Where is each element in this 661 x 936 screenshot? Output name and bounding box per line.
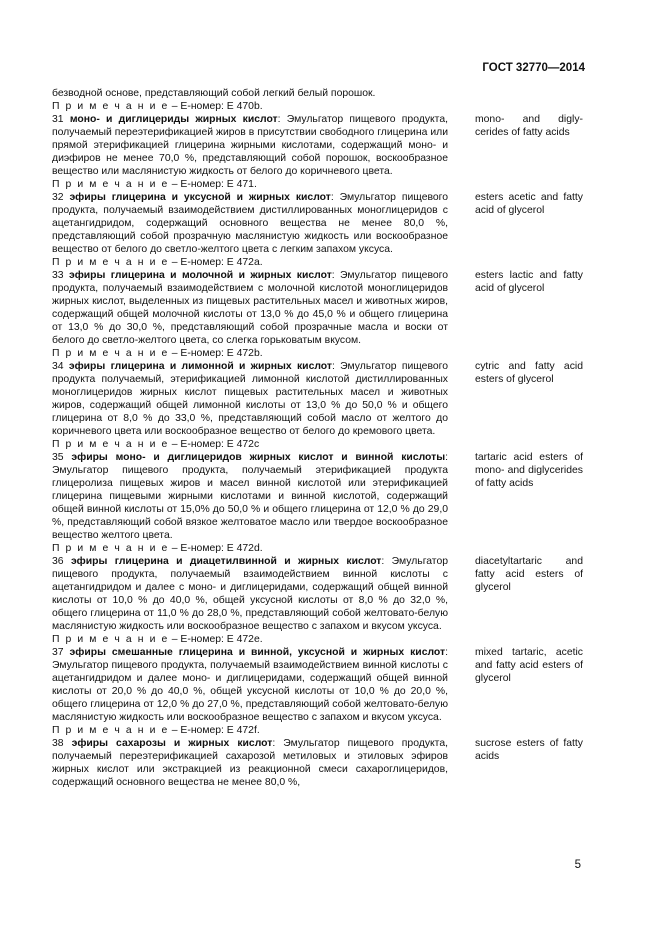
term-paragraph xyxy=(52,451,448,542)
term-paragraph xyxy=(52,737,448,789)
note-value: – Е-номер: Е 472с xyxy=(168,439,260,450)
note-value: – Е-номер: Е 472b. xyxy=(168,348,263,359)
term-paragraph xyxy=(52,113,448,178)
term-description: : Эмульгатор пищевого продукта, получаемый взаимодействием винной кислоты с ацетангидридом и далее моно- и диглицеридами, содержащий общей винной кислоты от 20,0 % до 40,0 %, общей уксусной кислоты от 10,0 % до 20,0 %, общего глицерина от 12,0 % до 27,0 %, представляющий собой желтовато-белую маслянистую жидкость или воскообразное вещество с запахом и вкусом уксуса. xyxy=(52,647,449,723)
term-title: эфиры глицерина и диацетилвинной и жирных кислот xyxy=(70,556,382,567)
note-label: П р и м е ч а н и е xyxy=(52,101,169,112)
term-number: 38 xyxy=(52,738,72,749)
term-entry xyxy=(52,451,592,555)
english-equivalent: tartaric acid esters of mono- and diglycerides of fatty acids xyxy=(475,452,583,489)
term-entry xyxy=(52,555,592,646)
term-title: эфиры смешанные глицерина и винной, уксусной и жирных кислот xyxy=(69,647,446,658)
note-value: – Е-номер: Е 472е. xyxy=(168,634,263,645)
term-number: 34 xyxy=(52,361,69,372)
note-line xyxy=(52,724,448,737)
note-value: – Е-номер: Е 472а. xyxy=(168,257,263,268)
term-description: : Эмульгатор пищевого продукта, получаемый переэтерификацией сахарозой метиловых и этиловых эфиров жирных кислот или экстракцией из реакционной смеси сахароглицеридов, содержащий основного вещества не менее 80,0 %, xyxy=(52,738,448,788)
note-label: П р и м е ч а н и е xyxy=(52,439,169,450)
english-equivalent: cytric and fatty acid esters of glycerol xyxy=(475,361,583,385)
intro-text: безводной основе, представляющий собой легкий белый порошок. xyxy=(52,88,376,99)
term-entry xyxy=(52,360,592,451)
note-label: П р и м е ч а н и е xyxy=(52,634,169,645)
note-line xyxy=(52,542,448,555)
english-equivalent: mixed tartaric, acetic and fatty acid esters of glycerol xyxy=(475,647,583,684)
term-definition xyxy=(52,737,448,789)
english-equivalent: esters acetic and fatty acid of glycerol xyxy=(475,192,583,216)
english-equivalent: diacetyltartaric and fatty acid esters of glycerol xyxy=(475,556,583,593)
term-description: : Эмульгатор пищевого продукта, получаемый взаимодействием винной кислоты с ацетангидридом и далее с моно- и диглицеридами, содержащий общей винной кислоты от 10,0 % до 40,0 %, общей уксусной кислоты от 8,0 % до 32,0 %, общего глицерина от 11,0 % до 28,0 %, представляющий собой желтовато-белую маслянистую жидкость или воскообразное вещество с запахом и вкусом уксуса. xyxy=(52,556,449,632)
note-value: – Е-номер: Е 472f. xyxy=(168,725,260,736)
term-number: 37 xyxy=(52,647,70,658)
term-definition xyxy=(52,646,448,737)
term-entry xyxy=(52,646,592,737)
term-paragraph xyxy=(52,555,448,633)
document-standard-number: ГОСТ 32770—2014 xyxy=(482,62,585,74)
term-entry xyxy=(52,113,592,191)
note-value: – Е-номер: Е 470b. xyxy=(168,101,263,112)
term-title: эфиры глицерина и молочной и жирных кислот xyxy=(68,270,332,281)
note-label: П р и м е ч а н и е xyxy=(52,179,169,190)
term-entry xyxy=(52,191,592,269)
note-line xyxy=(52,633,448,646)
term-title: моно- и диглицериды жирных кислот xyxy=(69,114,278,125)
term-title: эфиры сахарозы и жирных кислот xyxy=(71,738,273,749)
term-definition xyxy=(52,555,448,646)
note-label: П р и м е ч а н и е xyxy=(52,725,169,736)
term-paragraph xyxy=(52,646,448,724)
note-line xyxy=(52,178,448,191)
note-line xyxy=(52,347,448,360)
term-title: эфиры моно- и диглицеридов жирных кислот и винной кислоты xyxy=(71,452,446,463)
term-number: 33 xyxy=(52,270,69,281)
term-entry xyxy=(52,737,592,789)
note-label: П р и м е ч а н и е xyxy=(52,543,169,554)
english-equivalent: mono- and digly-cerides of fatty acids xyxy=(475,114,583,138)
note-label: П р и м е ч а н и е xyxy=(52,348,169,359)
term-number: 35 xyxy=(52,452,72,463)
term-description: : Эмульгатор пищевого продукта, получаемый переэтерификацией жиров в присутствии свободного глицерина или прямой этерификацией глицерина жирными кислотами, содержащий моно- и диэфиров не менее 70,0 %, представляющий собой порошок, воскообразное вещество или маслянистую жидкость от белого до коричневого цвета. xyxy=(52,114,448,177)
term-paragraph xyxy=(52,269,448,347)
term-number: 36 xyxy=(52,556,71,567)
note-line xyxy=(52,256,448,269)
term-paragraph xyxy=(52,191,448,256)
page-number: 5 xyxy=(574,859,581,871)
note-value: – Е-номер: Е 472d. xyxy=(168,543,263,554)
note-label: П р и м е ч а н и е xyxy=(52,257,169,268)
term-definition xyxy=(52,191,448,269)
term-title: эфиры глицерина и уксусной и жирных кислот xyxy=(69,192,331,203)
term-entry xyxy=(52,269,592,360)
note-line xyxy=(52,100,448,113)
document-body xyxy=(52,87,592,789)
term-paragraph xyxy=(52,360,448,438)
term-description: : Эмульгатор пищевого продукта, получаемый взаимодействием дистиллированных моноглицеридов с ацетангидридом, содержащий основного вещества не менее 80,0 %, представляющий собой прозрачную маслянистую жидкость или воскообразное вещество от белого до светло-желтого цвета с легким запахом уксуса. xyxy=(52,192,448,255)
term-definition xyxy=(52,269,448,360)
term-number: 31 xyxy=(52,114,70,125)
note-line xyxy=(52,438,448,451)
intro-block xyxy=(52,87,448,113)
term-definition xyxy=(52,360,448,451)
english-equivalent: esters lactic and fatty acid of glycerol xyxy=(475,270,583,294)
english-equivalent: sucrose esters of fatty acids xyxy=(475,738,583,762)
term-number: 32 xyxy=(52,192,70,203)
term-title: эфиры глицерина и лимонной и жирных кислот xyxy=(68,361,332,372)
note-value: – Е-номер: Е 471. xyxy=(168,179,257,190)
term-description: : Эмульгатор пищевого продукта, получаемый этерификацией продукта глицеролиза пищевых жиров и масел винной кислотой или этерификацией глицерина пищевыми жирными кислотами и винной кислотой, содержащий общей винной кислоты от 15,0% до 50,0 % и общего глицерина от 12,0 % до 29,0 %, представляющий собой вязкое желтоватое масло или твердое воскообразное вещество желтого цвета. xyxy=(52,452,448,541)
term-entries xyxy=(52,113,592,789)
term-definition xyxy=(52,113,448,191)
term-description: : Эмульгатор пищевого продукта, получаемый взаимодействием с молочной кислотой моноглицеридов жирных кислот, выделенных из пищевых растительных масел и животных жиров, содержащий общей молочной кислоты от 13,0 % до 45,0 % и общего глицерина от 13,0 % до 30,0 %, представляющий собой прозрачные масла и воски от белого до светло-желтого цвета, со слегка горьковатым вкусом. xyxy=(52,270,448,346)
term-description: : Эмульгатор пищевого продукта получаемый, этерификацией лимонной кислотой дистиллированных моноглицеридов жирных кислот пищевых растительных масел и животных жиров, содержащий общей лимонной кислоты от 13,0 % до 50,0 % и общего глицерина от 8,0 % до 33,0 %, представляющий собой масло от желтого до коричневого цвета или воскообразное вещество от белого до кремового цвета. xyxy=(52,361,448,437)
term-definition xyxy=(52,451,448,555)
